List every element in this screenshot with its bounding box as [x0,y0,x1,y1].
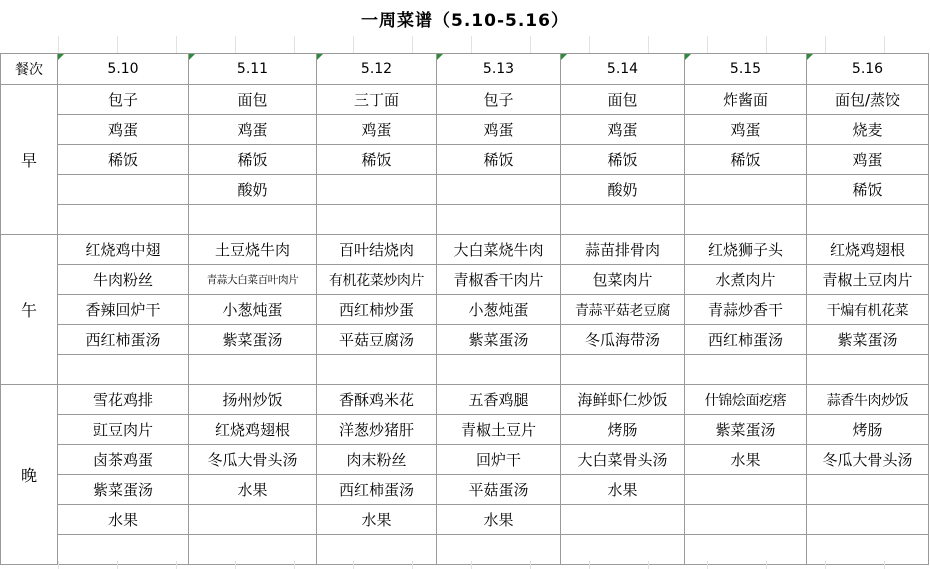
menu-cell[interactable]: 鸡蛋 [437,115,561,145]
menu-cell[interactable]: 面包 [189,85,317,115]
menu-cell[interactable]: 青椒土豆肉片 [807,265,929,295]
menu-cell[interactable] [58,205,189,235]
menu-cell[interactable]: 洋葱炒猪肝 [317,415,437,445]
menu-cell[interactable]: 干煸有机花菜 [807,295,929,325]
meal-label-lunch[interactable]: 午 [1,235,58,385]
table-row [1,205,929,235]
menu-cell[interactable]: 酸奶 [189,175,317,205]
menu-cell[interactable] [685,175,807,205]
date-header[interactable]: 5.13 [437,54,561,85]
menu-cell[interactable]: 卤茶鸡蛋 [58,445,189,475]
menu-cell[interactable] [807,355,929,385]
menu-cell[interactable]: 平菇豆腐汤 [317,325,437,355]
table-row [1,235,929,265]
menu-cell[interactable]: 稀饭 [189,145,317,175]
menu-cell[interactable]: 青椒香干肉片 [437,265,561,295]
menu-cell[interactable]: 烤肠 [561,415,685,445]
menu-cell[interactable]: 扬州炒饭 [189,385,317,415]
menu-cell[interactable]: 鸡蛋 [58,115,189,145]
menu-cell[interactable] [437,535,561,565]
menu-cell[interactable]: 牛肉粉丝 [58,265,189,295]
menu-cell[interactable] [685,475,807,505]
menu-cell[interactable]: 小葱炖蛋 [189,295,317,325]
menu-cell[interactable]: 冬瓜大骨头汤 [189,445,317,475]
menu-cell[interactable]: 平菇蛋汤 [437,475,561,505]
menu-cell[interactable] [317,535,437,565]
menu-cell[interactable] [58,175,189,205]
date-header[interactable]: 5.15 [685,54,807,85]
table-row [1,535,929,565]
menu-cell[interactable]: 冬瓜大骨头汤 [807,445,929,475]
menu-cell[interactable]: 鸡蛋 [189,115,317,145]
menu-cell[interactable] [807,535,929,565]
menu-cell[interactable]: 鸡蛋 [317,115,437,145]
menu-cell[interactable]: 西红柿蛋汤 [317,475,437,505]
menu-cell[interactable]: 炸酱面 [685,85,807,115]
menu-cell[interactable]: 面包/蒸饺 [807,85,929,115]
menu-cell[interactable] [437,205,561,235]
table-row [1,115,929,145]
meal-column-header[interactable]: 餐次 [1,54,58,85]
table-row [1,475,929,505]
blank-row [0,561,930,569]
menu-cell[interactable]: 水果 [58,505,189,535]
menu-cell[interactable]: 面包 [561,85,685,115]
menu-cell[interactable]: 红烧狮子头 [685,235,807,265]
page-title: 一周菜谱（5.10-5.16） [361,10,569,31]
menu-cell[interactable] [189,205,317,235]
table-row [1,355,929,385]
menu-cell[interactable]: 紫菜蛋汤 [58,475,189,505]
menu-cell[interactable]: 红烧鸡翅根 [189,415,317,445]
menu-cell[interactable] [58,535,189,565]
menu-cell[interactable]: 水煮肉片 [685,265,807,295]
menu-cell[interactable]: 冬瓜海带汤 [561,325,685,355]
date-header[interactable]: 5.11 [189,54,317,85]
table-row [1,85,929,115]
menu-cell[interactable]: 水果 [685,445,807,475]
menu-cell[interactable]: 百叶结烧肉 [317,235,437,265]
menu-cell[interactable] [437,355,561,385]
menu-cell[interactable]: 酸奶 [561,175,685,205]
date-header[interactable]: 5.10 [58,54,189,85]
menu-cell[interactable]: 小葱炖蛋 [437,295,561,325]
menu-cell[interactable]: 紫菜蛋汤 [807,325,929,355]
menu-cell[interactable]: 鸡蛋 [561,115,685,145]
menu-cell[interactable]: 西红柿蛋汤 [58,325,189,355]
menu-cell[interactable]: 包子 [58,85,189,115]
menu-cell[interactable]: 稀饭 [685,145,807,175]
date-header[interactable]: 5.12 [317,54,437,85]
date-header[interactable]: 5.16 [807,54,929,85]
menu-cell[interactable]: 烧麦 [807,115,929,145]
menu-cell[interactable]: 紫菜蛋汤 [437,325,561,355]
menu-cell[interactable]: 三丁面 [317,85,437,115]
menu-cell[interactable]: 鸡蛋 [685,115,807,145]
blank-row [0,36,930,53]
menu-cell[interactable]: 青椒土豆片 [437,415,561,445]
menu-cell[interactable]: 紫菜蛋汤 [685,415,807,445]
menu-cell[interactable]: 紫菜蛋汤 [189,325,317,355]
menu-cell[interactable] [807,505,929,535]
menu-cell[interactable]: 稀饭 [58,145,189,175]
table-row [1,325,929,355]
menu-cell[interactable]: 青蒜平菇老豆腐 [561,295,685,325]
menu-cell[interactable]: 大白菜烧牛肉 [437,235,561,265]
meal-label-dinner[interactable]: 晚 [1,385,58,565]
table-row [1,505,929,535]
menu-cell[interactable] [561,355,685,385]
menu-cell[interactable] [685,205,807,235]
header-row [1,54,929,85]
table-row [1,415,929,445]
menu-cell[interactable]: 红烧鸡翅根 [807,235,929,265]
menu-cell[interactable]: 稀饭 [807,175,929,205]
menu-cell[interactable]: 稀饭 [561,145,685,175]
meal-label-breakfast[interactable]: 早 [1,85,58,235]
menu-cell[interactable] [561,505,685,535]
menu-cell[interactable]: 有机花菜炒肉片 [317,265,437,295]
menu-cell[interactable] [807,475,929,505]
menu-cell[interactable] [685,505,807,535]
menu-cell[interactable] [561,535,685,565]
menu-cell[interactable] [189,535,317,565]
menu-cell[interactable] [317,355,437,385]
menu-cell[interactable]: 青蒜大白菜百叶肉片 [189,265,317,295]
menu-cell[interactable] [189,355,317,385]
menu-cell[interactable]: 青蒜炒香干 [685,295,807,325]
menu-cell[interactable] [807,205,929,235]
menu-cell[interactable]: 蒜香牛肉炒饭 [807,385,929,415]
menu-cell[interactable] [58,355,189,385]
menu-cell[interactable] [685,535,807,565]
menu-cell[interactable]: 豇豆肉片 [58,415,189,445]
menu-cell[interactable]: 雪花鸡排 [58,385,189,415]
menu-cell[interactable] [189,505,317,535]
menu-cell[interactable]: 包菜肉片 [561,265,685,295]
menu-cell[interactable]: 水果 [437,505,561,535]
menu-cell[interactable]: 五香鸡腿 [437,385,561,415]
menu-cell[interactable] [317,205,437,235]
menu-cell[interactable]: 香酥鸡米花 [317,385,437,415]
table-row [1,445,929,475]
menu-cell[interactable]: 烤肠 [807,415,929,445]
date-header[interactable]: 5.14 [561,54,685,85]
table-row [1,295,929,325]
menu-cell[interactable]: 西红柿炒蛋 [317,295,437,325]
menu-cell[interactable]: 土豆烧牛肉 [189,235,317,265]
menu-cell[interactable]: 水果 [189,475,317,505]
table-row [1,145,929,175]
menu-cell[interactable]: 蒜苗排骨肉 [561,235,685,265]
menu-cell[interactable]: 鸡蛋 [807,145,929,175]
menu-cell[interactable]: 肉末粉丝 [317,445,437,475]
menu-cell[interactable]: 回炉干 [437,445,561,475]
menu-cell[interactable]: 包子 [437,85,561,115]
menu-cell[interactable]: 水果 [561,475,685,505]
menu-table [0,53,929,565]
menu-cell[interactable]: 海鲜虾仁炒饭 [561,385,685,415]
menu-cell[interactable]: 稀饭 [437,145,561,175]
table-row [1,385,929,415]
menu-cell[interactable]: 水果 [317,505,437,535]
menu-cell[interactable] [317,175,437,205]
menu-cell[interactable] [437,175,561,205]
menu-cell[interactable]: 大白菜骨头汤 [561,445,685,475]
menu-cell[interactable]: 红烧鸡中翅 [58,235,189,265]
table-row [1,175,929,205]
menu-cell[interactable]: 西红柿蛋汤 [685,325,807,355]
menu-cell[interactable] [561,205,685,235]
menu-cell[interactable] [685,355,807,385]
menu-cell[interactable]: 香辣回炉干 [58,295,189,325]
menu-cell[interactable]: 稀饭 [317,145,437,175]
menu-cell[interactable]: 什锦烩面疙瘩 [685,385,807,415]
table-row [1,265,929,295]
